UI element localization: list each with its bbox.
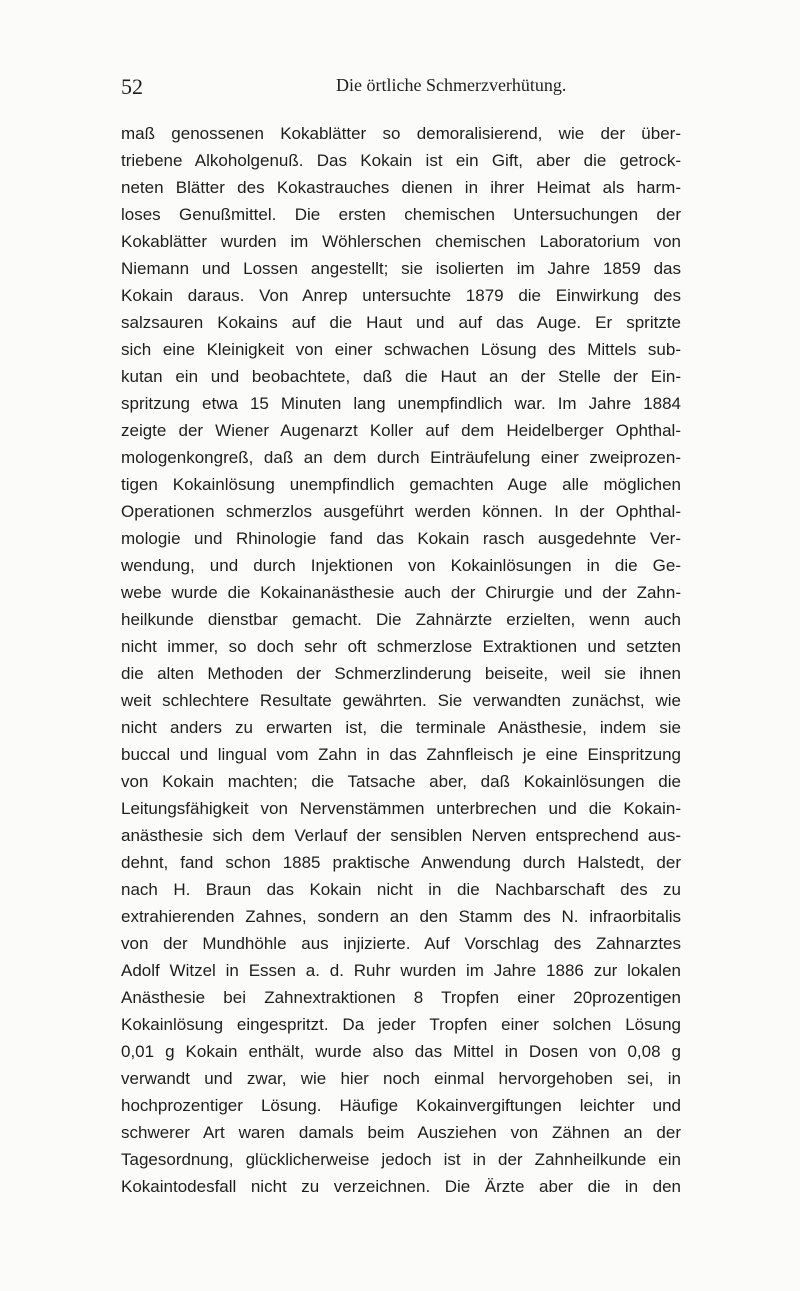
text-line: webe wurde die Kokainanästhesie auch der Chirurgie und der Zahn-: [121, 583, 681, 602]
text-line: Kokablätter wurden im Wöhlerschen chemischen Laboratorium von: [121, 232, 681, 251]
text-line: neten Blätter des Kokastrauches dienen in ihrer Heimat als harm-: [121, 178, 681, 197]
text-line: weit schlechtere Resultate gewährten. Sie verwandten zunächst, wie: [121, 691, 681, 710]
text-line: zeigte der Wiener Augenarzt Koller auf dem Heidelberger Ophthal-: [121, 421, 681, 440]
body-text: [121, 120, 681, 1200]
text-line: anästhesie sich dem Verlauf der sensiblen Nerven entsprechend aus-: [121, 826, 681, 845]
running-title: Die örtliche Schmerzverhütung.: [336, 75, 567, 95]
text-line: maß genossenen Kokablätter so demoralisierend, wie der über-: [121, 124, 681, 143]
text-line: heilkunde dienstbar gemacht. Die Zahnärzte erzielten, wenn auch: [121, 610, 681, 629]
text-line: Kokain daraus. Von Anrep untersuchte 1879 die Einwirkung des: [121, 286, 681, 305]
text-line: 0,01 g Kokain enthält, wurde also das Mittel in Dosen von 0,08 g: [121, 1042, 681, 1061]
text-line: Adolf Witzel in Essen a. d. Ruhr wurden im Jahre 1886 zur lokalen: [121, 961, 681, 980]
text-line: loses Genußmittel. Die ersten chemischen Untersuchungen der: [121, 205, 681, 224]
text-line: Kokainlösung eingespritzt. Da jeder Tropfen einer solchen Lösung: [121, 1015, 681, 1034]
text-line: verwandt und zwar, wie hier noch einmal hervorgehoben sei, in: [121, 1069, 681, 1088]
text-line: dehnt, fand schon 1885 praktische Anwendung durch Halstedt, der: [121, 853, 681, 872]
text-line: schwerer Art waren damals beim Ausziehen von Zähnen an der: [121, 1123, 681, 1142]
text-line: nach H. Braun das Kokain nicht in die Nachbarschaft des zu: [121, 880, 681, 899]
text-line: wendung, und durch Injektionen von Kokainlösungen in die Ge-: [121, 556, 681, 575]
page-number: 52: [121, 74, 143, 99]
text-line: die alten Methoden der Schmerzlinderung beiseite, weil sie ihnen: [121, 664, 681, 683]
text-line: Leitungsfähigkeit von Nervenstämmen unterbrechen und die Kokain-: [121, 799, 681, 818]
text-line: triebene Alkoholgenuß. Das Kokain ist ein Gift, aber die getrock-: [121, 151, 681, 170]
text-line: sich eine Kleinigkeit von einer schwachen Lösung des Mittels sub-: [121, 340, 681, 359]
text-line: Niemann und Lossen angestellt; sie isolierten im Jahre 1859 das: [121, 259, 681, 278]
text-line: Tagesordnung, glücklicherweise jedoch ist in der Zahnheilkunde ein: [121, 1150, 681, 1169]
text-line: tigen Kokainlösung unempfindlich gemachten Auge alle möglichen: [121, 475, 681, 494]
text-line: Kokaintodesfall nicht zu verzeichnen. Die Ärzte aber die in den: [121, 1177, 681, 1196]
text-line: nicht anders zu erwarten ist, die terminale Anästhesie, indem sie: [121, 718, 681, 737]
text-line: hochprozentiger Lösung. Häufige Kokainvergiftungen leichter und: [121, 1096, 681, 1115]
text-line: salzsauren Kokains auf die Haut und auf das Auge. Er spritzte: [121, 313, 681, 332]
page-header: [121, 74, 681, 104]
text-line: von der Mundhöhle aus injizierte. Auf Vorschlag des Zahnarztes: [121, 934, 681, 953]
text-line: spritzung etwa 15 Minuten lang unempfindlich war. Im Jahre 1884: [121, 394, 681, 413]
text-line: Anästhesie bei Zahnextraktionen 8 Tropfen einer 20prozentigen: [121, 988, 681, 1007]
text-line: extrahierenden Zahnes, sondern an den Stamm des N. infraorbitalis: [121, 907, 681, 926]
text-line: nicht immer, so doch sehr oft schmerzlose Extraktionen und setzten: [121, 637, 681, 656]
text-line: mologie und Rhinologie fand das Kokain rasch ausgedehnte Ver-: [121, 529, 681, 548]
text-line: mologenkongreß, daß an dem durch Einträufelung einer zweiprozen-: [121, 448, 681, 467]
text-line: von Kokain machten; die Tatsache aber, daß Kokainlösungen die: [121, 772, 681, 791]
text-line: buccal und lingual vom Zahn in das Zahnfleisch je eine Einspritzung: [121, 745, 681, 764]
text-line: kutan ein und beobachtete, daß die Haut an der Stelle der Ein-: [121, 367, 681, 386]
text-line: Operationen schmerzlos ausgeführt werden können. In der Ophthal-: [121, 502, 681, 521]
